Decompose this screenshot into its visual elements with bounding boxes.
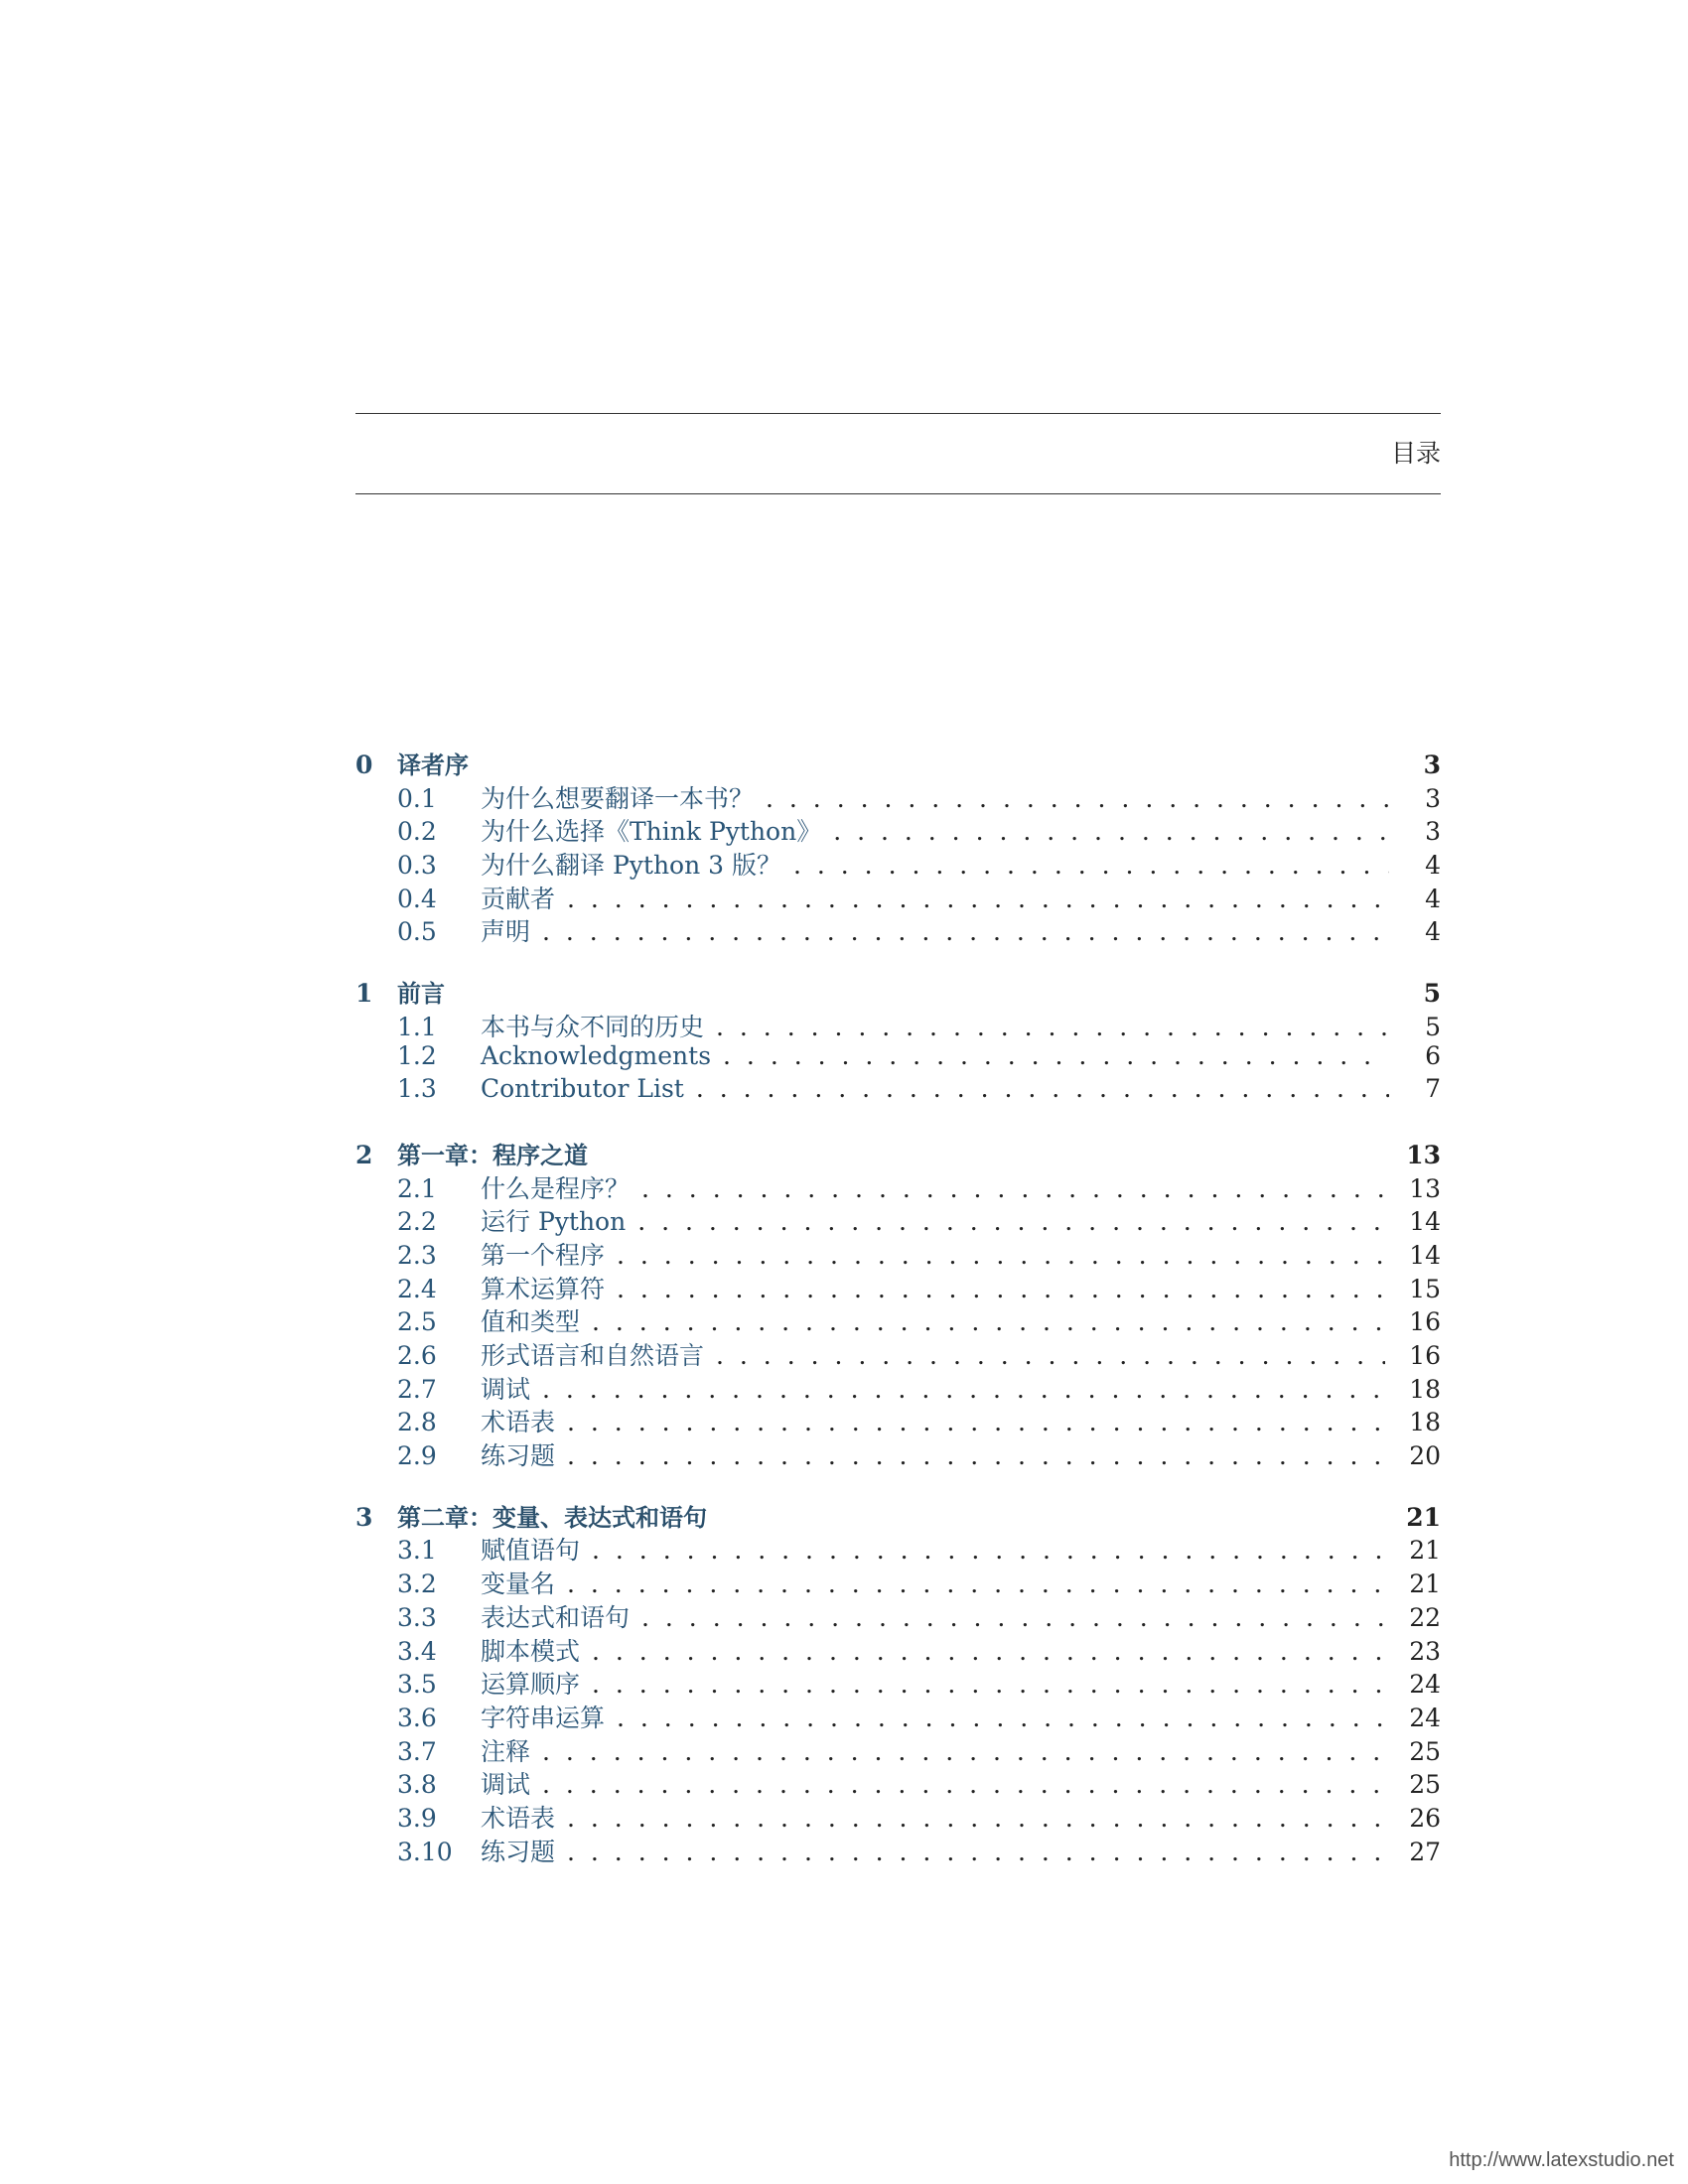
toc-section-entry[interactable] [355,880,1441,913]
section-page: 26 [1409,1803,1441,1833]
section-page: 7 [1425,1074,1441,1104]
chapter-number: 3 [355,1502,373,1532]
toc-chapter-entry[interactable] [355,1498,1441,1532]
section-title[interactable]: 算术运算符 [481,1274,606,1303]
section-title[interactable]: 赋值语句 [481,1536,581,1566]
section-page: 18 [1409,1408,1441,1437]
toc-section-entry[interactable] [355,1699,1441,1732]
watermark-url: http://www.latexstudio.net [1449,2149,1674,2171]
toc-section-entry[interactable] [355,1799,1441,1833]
section-title[interactable]: 变量名 [481,1570,556,1599]
dot-leader [592,1307,1385,1336]
toc-section-entry[interactable] [355,812,1441,846]
section-page: 4 [1425,917,1441,947]
dot-leader [716,1013,1389,1041]
dot-leader [617,1241,1385,1270]
section-number: 2.5 [397,1307,437,1337]
section-number: 1.1 [397,1012,437,1041]
section-number: 3.10 [397,1837,453,1866]
dot-leader [617,1275,1385,1303]
section-title[interactable]: 声明 [481,917,531,947]
section-number: 3.2 [397,1570,437,1599]
section-title[interactable]: 第一个程序 [481,1240,606,1270]
chapter-title[interactable]: 译者序 [397,751,469,779]
dot-leader [542,1737,1385,1766]
section-title[interactable]: 运算顺序 [481,1670,581,1700]
section-page: 24 [1409,1703,1441,1732]
section-page: 25 [1409,1770,1441,1800]
section-number: 3.4 [397,1636,437,1666]
section-number: 2.4 [397,1274,437,1303]
toc-section-entry[interactable] [355,1169,1441,1203]
toc-section-entry[interactable] [355,1436,1441,1470]
toc-section-entry[interactable] [355,1302,1441,1336]
section-number: 0.2 [397,817,437,847]
section-title[interactable]: 调试 [481,1374,531,1404]
dot-leader [567,1408,1385,1436]
toc-section-entry[interactable] [355,1270,1441,1303]
dot-leader [567,885,1389,913]
section-title[interactable]: 为什么翻译 Python 3 版？ [481,851,781,881]
section-page: 23 [1409,1636,1441,1666]
chapter-title[interactable]: 第二章：变量、表达式和语句 [397,1503,707,1532]
section-page: 16 [1409,1307,1441,1337]
toc-section-entry[interactable] [355,846,1441,880]
section-number: 3.7 [397,1736,437,1766]
section-page: 15 [1409,1274,1441,1303]
toc-section-entry[interactable] [355,1632,1441,1666]
section-number: 0.5 [397,917,437,947]
toc-section-entry[interactable] [355,1336,1441,1370]
toc-chapter-entry[interactable] [355,746,1441,779]
section-title[interactable]: 为什么想要翻译一本书？ [481,783,755,813]
section-number: 3.5 [397,1670,437,1700]
section-page: 14 [1409,1207,1441,1237]
section-title[interactable]: 术语表 [481,1803,556,1833]
chapter-number: 2 [355,1140,373,1169]
section-number: 1.2 [397,1040,437,1070]
dot-leader [542,1770,1385,1799]
dot-leader [567,1441,1385,1470]
section-title[interactable]: 调试 [481,1770,531,1800]
dot-leader [833,817,1389,846]
section-title[interactable]: Contributor List [481,1074,684,1104]
section-number: 3.6 [397,1703,437,1732]
section-number: 2.1 [397,1173,437,1203]
section-title[interactable]: 形式语言和自然语言 [481,1341,705,1370]
dot-leader [637,1207,1385,1236]
section-title[interactable]: 练习题 [481,1837,556,1866]
section-number: 3.1 [397,1536,437,1566]
section-number: 2.8 [397,1408,437,1437]
header-rule-bottom [355,493,1441,494]
section-title[interactable]: 运行 Python [481,1207,627,1237]
section-title[interactable]: 值和类型 [481,1307,581,1337]
dot-leader [766,784,1389,813]
section-title[interactable]: 什么是程序？ [481,1173,631,1203]
toc-section-entry[interactable] [355,1765,1441,1799]
section-page: 3 [1425,783,1441,813]
section-number: 2.6 [397,1341,437,1370]
chapter-title[interactable]: 前言 [397,980,445,1009]
section-number: 2.9 [397,1441,437,1471]
chapter-page: 21 [1406,1502,1441,1532]
section-page: 14 [1409,1240,1441,1270]
section-page: 4 [1425,884,1441,913]
dot-leader [696,1074,1389,1103]
section-page: 21 [1409,1570,1441,1599]
section-number: 3.9 [397,1803,437,1833]
section-number: 0.4 [397,884,437,913]
toc-section-entry[interactable] [355,1202,1441,1236]
section-page: 5 [1425,1012,1441,1041]
dot-leader [542,917,1389,946]
section-page: 18 [1409,1374,1441,1404]
dot-leader [793,851,1389,880]
toc-chapter-entry[interactable] [355,1136,1441,1169]
dot-leader [567,1838,1385,1866]
dot-leader [723,1041,1389,1070]
section-page: 16 [1409,1341,1441,1370]
section-number: 2.3 [397,1240,437,1270]
toc-section-entry[interactable] [355,1531,1441,1565]
toc-section-entry[interactable] [355,1732,1441,1766]
section-title[interactable]: Acknowledgments [481,1040,712,1070]
dot-leader [592,1637,1385,1666]
section-title[interactable]: 表达式和语句 [481,1602,631,1632]
section-page: 20 [1409,1441,1441,1471]
dot-leader [641,1174,1385,1203]
chapter-number: 0 [355,751,373,779]
section-title[interactable]: 注释 [481,1736,531,1766]
section-page: 27 [1409,1837,1441,1866]
section-title[interactable]: 为什么选择《Think Python》 [481,817,822,847]
section-title[interactable]: 贡献者 [481,884,556,913]
chapter-title[interactable]: 第一章：程序之道 [397,1141,588,1169]
toc-section-entry[interactable] [355,1008,1441,1041]
section-number: 1.3 [397,1074,437,1104]
dot-leader [617,1704,1385,1732]
header-rule-top [355,413,1441,414]
toc-section-entry[interactable] [355,1041,1441,1075]
section-page: 3 [1425,817,1441,847]
toc-section-entry[interactable] [355,1370,1441,1404]
toc-section-entry[interactable] [355,1665,1441,1699]
toc-section-entry[interactable] [355,1598,1441,1632]
section-number: 2.7 [397,1374,437,1404]
toc-section-entry[interactable] [355,1236,1441,1270]
toc-chapter-entry[interactable] [355,974,1441,1008]
section-title[interactable]: 字符串运算 [481,1703,606,1732]
toc-section-entry[interactable] [355,779,1441,813]
chapter-page: 13 [1406,1140,1441,1169]
chapter-page: 3 [1423,751,1441,779]
section-title[interactable]: 本书与众不同的历史 [481,1012,705,1041]
toc-section-entry[interactable] [355,1833,1441,1866]
toc-section-entry[interactable] [355,1074,1441,1108]
toc-chapter [355,974,1441,1108]
dot-leader [716,1341,1385,1370]
toc-section-entry[interactable] [355,912,1441,946]
section-page: 6 [1425,1040,1441,1070]
dot-leader [592,1670,1385,1699]
section-page: 4 [1425,851,1441,881]
dot-leader [542,1375,1385,1404]
section-number: 0.1 [397,783,437,813]
section-page: 13 [1409,1173,1441,1203]
section-title[interactable]: 术语表 [481,1408,556,1437]
section-number: 2.2 [397,1207,437,1237]
chapter-page: 5 [1423,979,1441,1009]
dot-leader [641,1603,1385,1632]
dot-leader [567,1804,1385,1833]
toc-section-entry[interactable] [355,1565,1441,1598]
section-page: 25 [1409,1736,1441,1766]
section-number: 0.3 [397,851,437,881]
toc-chapter [355,1136,1441,1470]
section-title[interactable]: 脚本模式 [481,1636,581,1666]
page-title: 目录 [1390,439,1441,468]
dot-leader [592,1536,1385,1565]
section-title[interactable]: 练习题 [481,1441,556,1471]
section-number: 3.3 [397,1602,437,1632]
toc-section-entry[interactable] [355,1403,1441,1436]
table-of-contents [355,746,1441,1893]
section-number: 3.8 [397,1770,437,1800]
dot-leader [567,1570,1385,1598]
section-page: 22 [1409,1602,1441,1632]
section-page: 21 [1409,1536,1441,1566]
toc-chapter [355,1498,1441,1866]
chapter-number: 1 [355,979,373,1009]
toc-chapter [355,746,1441,946]
section-page: 24 [1409,1670,1441,1700]
